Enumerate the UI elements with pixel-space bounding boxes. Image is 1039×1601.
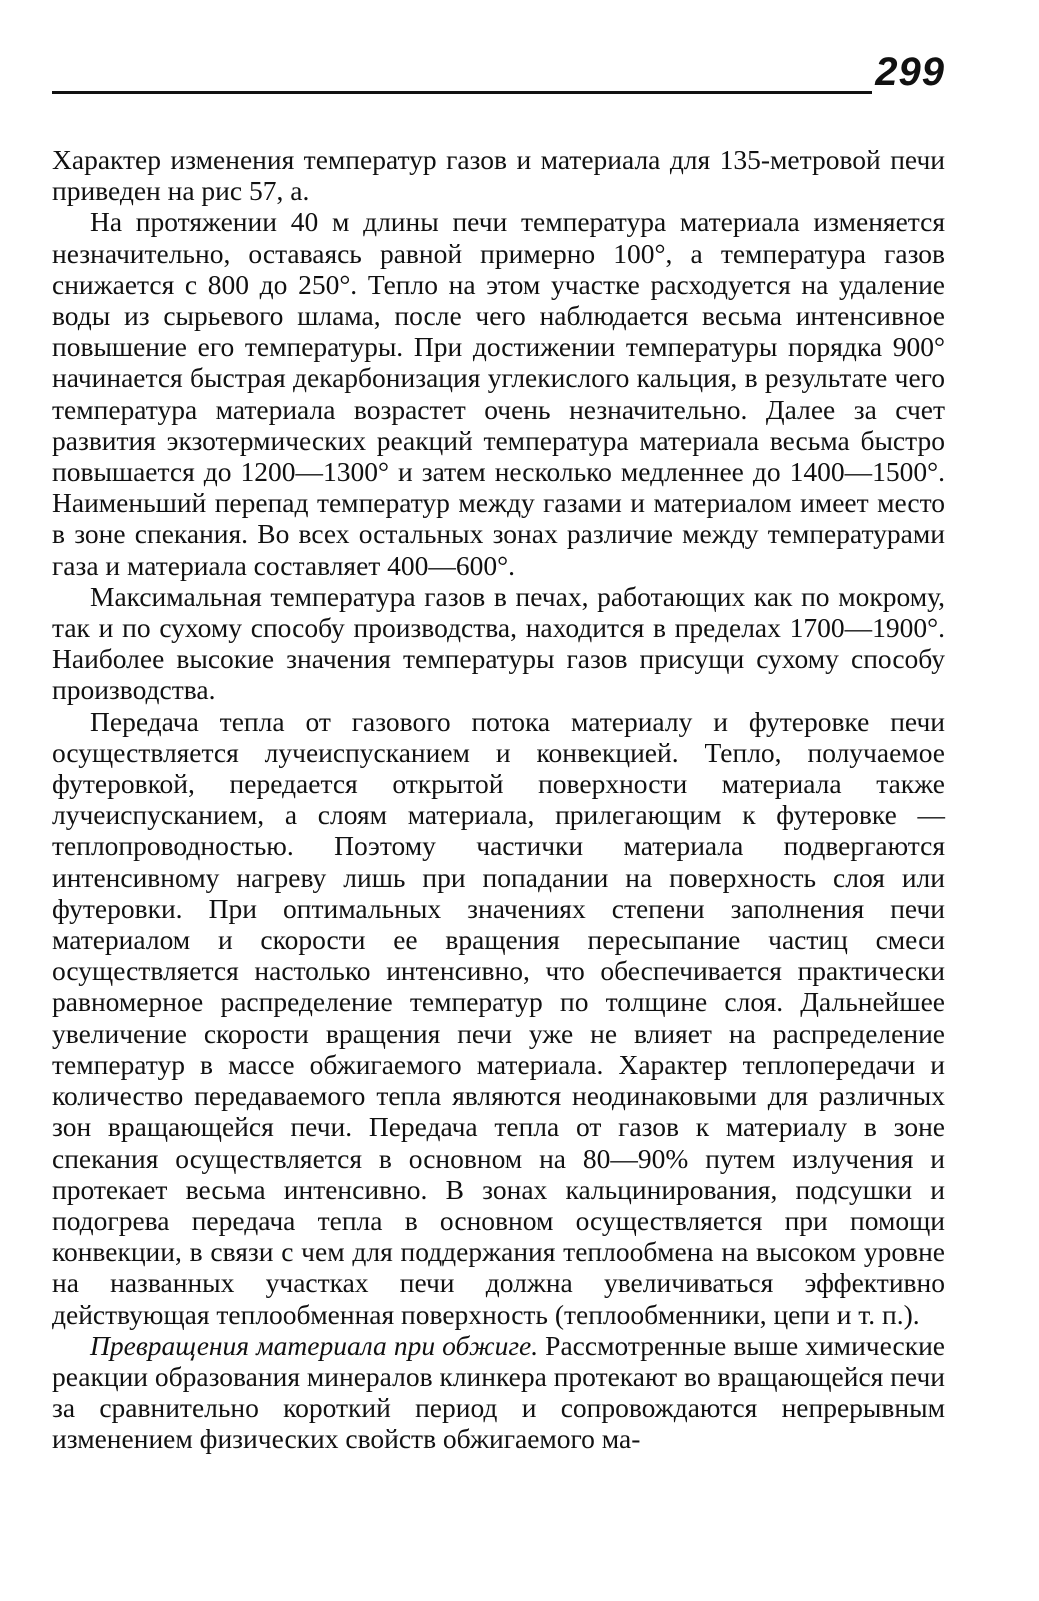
paragraph-5-text: Рассмотренные выше химические реакции образования минералов клинкера протекают во вращающейся печи за сравнительно короткий период и сопровождаются непрерывным изменением физических свойств обжигаемого ма- (52, 1329, 945, 1455)
page-header (52, 50, 945, 98)
page-number: 299 (875, 50, 945, 94)
header-rule (52, 91, 872, 94)
paragraph-5 (52, 1330, 945, 1455)
book-page (52, 50, 945, 1550)
paragraph-4: Передача тепла от газового потока материалу и футеровке печи осуществляется лучеиспусканием и конвекцией. Тепло, получаемое футеровкой, передается открытой поверхности материала также лучеиспусканием, а слоям материала, прилегающим к футеровке — теплопроводностью. Поэтому частички материала подвергаются интенсивному нагреву лишь при попадании на поверхность слоя или футеровки. При оптимальных значениях степени заполнения печи материалом и скорости ее вращения пересыпание частиц смеси осуществляется настолько интенсивно, что обеспечивается практически равномерное распределение температур по толщине слоя. Дальнейшее увеличение скорости вращения печи уже не влияет на распределение температур в массе обжигаемого материала. Характер теплопередачи и количество передаваемого тепла являются неодинаковыми для различных зон вращающейся печи. Передача тепла от газов к материалу в зоне спекания осуществляется в основном на 80—90% путем излучения и протекает весьма интенсивно. В зонах кальцинирования, подсушки и подогрева передача тепла в основном осуществляется при помощи конвекции, в связи с чем для поддержания теплообмена на высоком уровне на названных участках печи должна увеличиваться эффективно действующая теплообменная поверхность (теплообменники, цепи и т. п.). (52, 705, 945, 1330)
body-text (52, 144, 945, 1455)
section-lead-italic: Превращения материала при обжиге. (90, 1329, 539, 1361)
paragraph-1: Характер изменения температур газов и материала для 135-метровой печи приведен на рис 57, а. (52, 144, 945, 207)
paragraph-3: Максимальная температура газов в печах, работающих как по мокрому, так и по сухому способу производства, находится в пределах 1700—1900°. Наиболее высокие значения температуры газов присущи сухому способу производства. (52, 580, 945, 706)
paragraph-2: На протяжении 40 м длины печи температура материала изменяется незначительно, оставаясь равной примерно 100°, а температура газов снижается с 800 до 250°. Тепло на этом участке расходуется на удаление воды из сырьевого шлама, после чего наблюдается весьма интенсивное повышение его температуры. При достижении температуры порядка 900° начинается быстрая декарбонизация углекислого кальция, в результате чего температура материала возрастет очень незначительно. Далее за счет развития экзотермических реакций температура материала весьма быстро повышается до 1200—1300° и затем несколько медленнее до 1400—1500°. Наименьший перепад температур между газами и материалом имеет место в зоне спекания. Во всех остальных зонах различие между температурами газа и материала составляет 400—600°. (52, 206, 945, 581)
